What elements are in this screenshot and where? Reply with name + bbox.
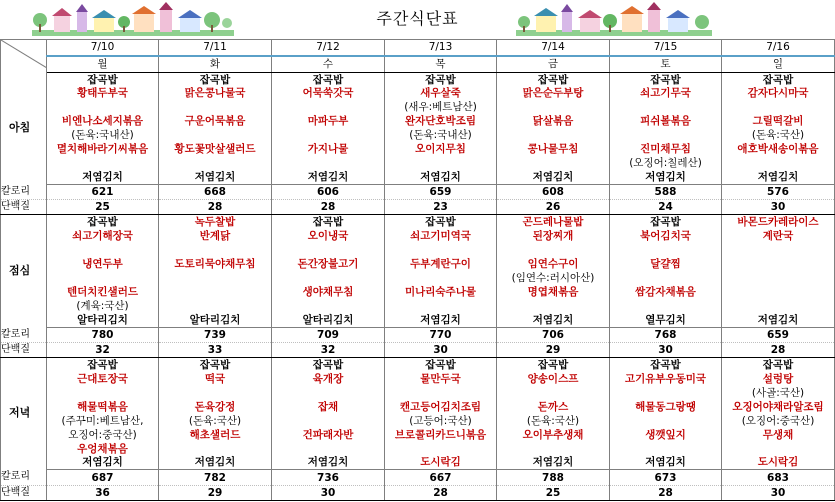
- lunch-menu-cell: [272, 271, 385, 285]
- protein-value: 28: [722, 342, 835, 357]
- lunch-menu-cell: [722, 243, 835, 257]
- breakfast-menu-cell: 저염김치: [722, 170, 835, 185]
- lunch-menu-cell: [385, 299, 497, 313]
- dinner-menu-cell: 잡채: [272, 400, 385, 414]
- breakfast-menu-cell: [722, 156, 835, 170]
- weekday-cell: 목: [385, 56, 497, 72]
- calorie-value: 606: [272, 185, 385, 200]
- dinner-menu-cell: [385, 386, 497, 400]
- breakfast-menu-cell: [47, 156, 159, 170]
- lunch-menu-cell: 도토리묵야채무침: [159, 257, 272, 271]
- breakfast-menu-cell: [385, 156, 497, 170]
- calorie-value: 667: [385, 470, 497, 485]
- breakfast-menu-cell: [722, 100, 835, 114]
- dinner-menu-cell: 돈까스: [497, 400, 610, 414]
- protein-value: 30: [272, 485, 385, 500]
- lunch-item-row: [1, 271, 835, 285]
- protein-value: 30: [722, 200, 835, 215]
- breakfast-menu-cell: 애호박새송이볶음: [722, 142, 835, 156]
- dinner-menu-cell: [272, 442, 385, 456]
- dinner-menu-cell: 돈육강정: [159, 400, 272, 414]
- dinner-menu-cell: [272, 386, 385, 400]
- dinner-menu-cell: 저염김치: [47, 455, 159, 470]
- calorie-value: 683: [722, 470, 835, 485]
- calorie-value: 659: [385, 185, 497, 200]
- lunch-menu-cell: 냉연두부: [47, 257, 159, 271]
- breakfast-menu-cell: 완자단호박조림: [385, 114, 497, 128]
- breakfast-item-row: [1, 100, 835, 114]
- protein-value: 36: [47, 485, 159, 500]
- lunch-menu-cell: [159, 299, 272, 313]
- breakfast-calories-row: [1, 185, 835, 200]
- dinner-menu-cell: 해초샐러드: [159, 428, 272, 442]
- lunch-menu-cell: 쇠고기미역국: [385, 229, 497, 243]
- date-cell: 7/13: [385, 40, 497, 56]
- dinner-item-row: [1, 386, 835, 400]
- date-row: [1, 40, 835, 56]
- breakfast-menu-cell: (돈육:국내산): [47, 128, 159, 142]
- dinner-menu-cell: 물만두국: [385, 372, 497, 386]
- protein-value: 25: [47, 200, 159, 215]
- lunch-menu-cell: 열무김치: [610, 313, 722, 328]
- protein-value: 28: [610, 485, 722, 500]
- lunch-menu-cell: [722, 285, 835, 299]
- breakfast-menu-cell: 콩나물무침: [497, 142, 610, 156]
- dinner-menu-cell: 해물떡볶음: [47, 400, 159, 414]
- calorie-label: 칼로리: [1, 185, 47, 200]
- breakfast-menu-cell: 잡곡밥: [722, 72, 835, 87]
- dinner-item-row: [1, 442, 835, 456]
- protein-value: 25: [497, 485, 610, 500]
- date-cell: 7/12: [272, 40, 385, 56]
- breakfast-menu-cell: [610, 100, 722, 114]
- dinner-menu-cell: [610, 386, 722, 400]
- dinner-menu-cell: 떡국: [159, 372, 272, 386]
- protein-value: 23: [385, 200, 497, 215]
- breakfast-menu-cell: 구운어묵볶음: [159, 114, 272, 128]
- dinner-menu-cell: 설렁탕: [722, 372, 835, 386]
- protein-value: 28: [159, 200, 272, 215]
- protein-value: 30: [610, 342, 722, 357]
- breakfast-menu-cell: 맑은순두부탕: [497, 87, 610, 101]
- dinner-menu-cell: 잡곡밥: [610, 357, 722, 372]
- lunch-menu-cell: 명엽채볶음: [497, 285, 610, 299]
- lunch-menu-cell: 돈간장불고기: [272, 257, 385, 271]
- lunch-menu-cell: [497, 299, 610, 313]
- lunch-menu-cell: 생야채무침: [272, 285, 385, 299]
- calorie-value: 659: [722, 327, 835, 342]
- diagonal-divider: [1, 40, 47, 68]
- calorie-label: 칼로리: [1, 470, 47, 485]
- dinner-menu-cell: [722, 442, 835, 456]
- weekly-menu-table: [0, 39, 835, 501]
- protein-label: 단백질: [1, 485, 47, 500]
- protein-value: 26: [497, 200, 610, 215]
- lunch-menu-cell: [610, 271, 722, 285]
- lunch-menu-cell: 쇠고기해장국: [47, 229, 159, 243]
- dinner-menu-cell: (사골:국산): [722, 386, 835, 400]
- lunch-menu-cell: 반계닭: [159, 229, 272, 243]
- dinner-label-text: 저녁: [9, 406, 31, 420]
- breakfast-menu-cell: [272, 100, 385, 114]
- village-illustration-right: [516, 2, 712, 36]
- lunch-menu-cell: 잡곡밥: [47, 215, 159, 230]
- lunch-menu-cell: 임연수구이: [497, 257, 610, 271]
- dinner-menu-cell: 양송이스프: [497, 372, 610, 386]
- calorie-value: 739: [159, 327, 272, 342]
- breakfast-menu-cell: 맑은콩나물국: [159, 87, 272, 101]
- lunch-menu-cell: 계란국: [722, 229, 835, 243]
- dinner-item-row: [1, 414, 835, 428]
- dinner-menu-cell: [610, 414, 722, 428]
- calorie-value: 709: [272, 327, 385, 342]
- protein-value: 28: [272, 200, 385, 215]
- date-cell: 7/10: [47, 40, 159, 56]
- lunch-menu-cell: 미나리숙주나물: [385, 285, 497, 299]
- weekday-cell: 월: [47, 56, 159, 72]
- date-cell: 7/14: [497, 40, 610, 56]
- calorie-value: 736: [272, 470, 385, 485]
- dinner-menu-cell: 잡곡밥: [385, 357, 497, 372]
- breakfast-menu-cell: [159, 100, 272, 114]
- lunch-label: [1, 215, 47, 328]
- calorie-value: 621: [47, 185, 159, 200]
- breakfast-item-row: [1, 72, 835, 87]
- breakfast-label: [1, 72, 47, 185]
- protein-value: 33: [159, 342, 272, 357]
- calorie-value: 668: [159, 185, 272, 200]
- lunch-label-text: 점심: [9, 263, 31, 277]
- breakfast-item-row: [1, 170, 835, 185]
- dinner-protein-row: [1, 485, 835, 500]
- breakfast-menu-cell: 잡곡밥: [47, 72, 159, 87]
- weekday-cell: 화: [159, 56, 272, 72]
- lunch-menu-cell: [47, 271, 159, 285]
- breakfast-menu-cell: [497, 128, 610, 142]
- dinner-menu-cell: 저염김치: [497, 455, 610, 470]
- breakfast-menu-cell: 진미채무침: [610, 142, 722, 156]
- weekday-cell: 금: [497, 56, 610, 72]
- breakfast-label-text: 아침: [9, 120, 31, 134]
- dinner-menu-cell: (오징어:중국산): [722, 414, 835, 428]
- lunch-item-row: [1, 257, 835, 271]
- protein-value: 29: [497, 342, 610, 357]
- lunch-menu-cell: 오이냉국: [272, 229, 385, 243]
- lunch-menu-cell: 된장찌개: [497, 229, 610, 243]
- breakfast-item-row: [1, 128, 835, 142]
- dinner-menu-cell: 오이부추생채: [497, 428, 610, 442]
- lunch-menu-cell: (계육:국산): [47, 299, 159, 313]
- breakfast-menu-cell: [497, 100, 610, 114]
- lunch-menu-cell: [47, 243, 159, 257]
- dinner-menu-cell: 고기유부우동미국: [610, 372, 722, 386]
- breakfast-menu-cell: 저염김치: [497, 170, 610, 185]
- breakfast-menu-cell: 오이지무침: [385, 142, 497, 156]
- breakfast-menu-cell: 잡곡밥: [272, 72, 385, 87]
- lunch-item-row: [1, 285, 835, 299]
- lunch-menu-cell: [385, 243, 497, 257]
- breakfast-menu-cell: 그릴떡갈비: [722, 114, 835, 128]
- breakfast-menu-cell: (오징어:칠레산): [610, 156, 722, 170]
- lunch-menu-cell: [722, 299, 835, 313]
- breakfast-item-row: [1, 156, 835, 170]
- breakfast-menu-cell: 저염김치: [385, 170, 497, 185]
- lunch-menu-cell: [497, 243, 610, 257]
- date-cell: 7/15: [610, 40, 722, 56]
- breakfast-menu-cell: 가지나물: [272, 142, 385, 156]
- breakfast-menu-cell: 잡곡밥: [385, 72, 497, 87]
- lunch-protein-row: [1, 342, 835, 357]
- lunch-menu-cell: 저염김치: [385, 313, 497, 328]
- dinner-menu-cell: 잡곡밥: [722, 357, 835, 372]
- breakfast-menu-cell: [159, 128, 272, 142]
- lunch-menu-cell: 알타리김치: [47, 313, 159, 328]
- lunch-item-row: [1, 243, 835, 257]
- breakfast-menu-cell: 감자다시마국: [722, 87, 835, 101]
- calorie-label: 칼로리: [1, 327, 47, 342]
- breakfast-menu-cell: 어묵쑥갓국: [272, 87, 385, 101]
- dinner-menu-cell: 오징어:중국산): [47, 428, 159, 442]
- weekday-cell: 수: [272, 56, 385, 72]
- lunch-menu-cell: [722, 257, 835, 271]
- dinner-menu-cell: [385, 442, 497, 456]
- lunch-menu-cell: 두부계란구이: [385, 257, 497, 271]
- dinner-menu-cell: 도시락김: [385, 455, 497, 470]
- breakfast-protein-row: [1, 200, 835, 215]
- lunch-menu-cell: 저염김치: [497, 313, 610, 328]
- calorie-value: 780: [47, 327, 159, 342]
- calorie-value: 706: [497, 327, 610, 342]
- lunch-item-row: [1, 313, 835, 328]
- protein-value: 30: [385, 342, 497, 357]
- lunch-menu-cell: 바몬드카레라이스: [722, 215, 835, 230]
- dinner-item-row: [1, 357, 835, 372]
- dinner-menu-cell: 육개장: [272, 372, 385, 386]
- dinner-menu-cell: [497, 386, 610, 400]
- dinner-item-row: [1, 400, 835, 414]
- calorie-value: 782: [159, 470, 272, 485]
- breakfast-menu-cell: 저염김치: [272, 170, 385, 185]
- protein-value: 32: [47, 342, 159, 357]
- dinner-menu-cell: [159, 442, 272, 456]
- dinner-label: [1, 357, 47, 470]
- protein-label: 단백질: [1, 200, 47, 215]
- breakfast-menu-cell: 황태두부국: [47, 87, 159, 101]
- lunch-menu-cell: 알타리김치: [159, 313, 272, 328]
- protein-value: 30: [722, 485, 835, 500]
- lunch-menu-cell: [159, 243, 272, 257]
- lunch-menu-cell: 쌈감자채볶음: [610, 285, 722, 299]
- lunch-calories-row: [1, 327, 835, 342]
- lunch-menu-cell: [272, 243, 385, 257]
- dinner-menu-cell: 잡곡밥: [159, 357, 272, 372]
- breakfast-menu-cell: [47, 100, 159, 114]
- breakfast-menu-cell: [272, 128, 385, 142]
- dinner-menu-cell: 저염김치: [159, 455, 272, 470]
- calorie-value: 608: [497, 185, 610, 200]
- dinner-menu-cell: 근대토장국: [47, 372, 159, 386]
- breakfast-menu-cell: 황도꽃맛살샐러드: [159, 142, 272, 156]
- date-cell: 7/16: [722, 40, 835, 56]
- lunch-menu-cell: 저염김치: [722, 313, 835, 328]
- dinner-menu-cell: 생깻잎지: [610, 428, 722, 442]
- page-title: 주간식단표: [376, 9, 459, 28]
- lunch-menu-cell: 잡곡밥: [272, 215, 385, 230]
- lunch-menu-cell: (임연수:러시아산): [497, 271, 610, 285]
- calorie-value: 588: [610, 185, 722, 200]
- calorie-value: 768: [610, 327, 722, 342]
- dinner-menu-cell: (돈육:국산): [159, 414, 272, 428]
- breakfast-menu-cell: 저염김치: [610, 170, 722, 185]
- dinner-menu-cell: 도시락김: [722, 455, 835, 470]
- calorie-value: 576: [722, 185, 835, 200]
- dinner-menu-cell: [497, 442, 610, 456]
- menu-table-body: [1, 40, 835, 501]
- breakfast-item-row: [1, 114, 835, 128]
- lunch-menu-cell: [385, 271, 497, 285]
- lunch-menu-cell: 잡곡밥: [610, 215, 722, 230]
- dinner-menu-cell: 오징어야채라알조림: [722, 400, 835, 414]
- lunch-menu-cell: [610, 299, 722, 313]
- dinner-menu-cell: 무생채: [722, 428, 835, 442]
- breakfast-menu-cell: 마파두부: [272, 114, 385, 128]
- lunch-menu-cell: [610, 243, 722, 257]
- lunch-menu-cell: 달걀찜: [610, 257, 722, 271]
- dinner-menu-cell: (돈육:국산): [497, 414, 610, 428]
- dinner-menu-cell: 우엉채볶음: [47, 442, 159, 456]
- dinner-menu-cell: 건파래자반: [272, 428, 385, 442]
- calorie-value: 770: [385, 327, 497, 342]
- breakfast-menu-cell: 잡곡밥: [610, 72, 722, 87]
- lunch-item-row: [1, 215, 835, 230]
- dinner-menu-cell: [159, 386, 272, 400]
- protein-value: 29: [159, 485, 272, 500]
- date-cell: 7/11: [159, 40, 272, 56]
- dinner-menu-cell: 브로콜리카드니볶음: [385, 428, 497, 442]
- calorie-value: 673: [610, 470, 722, 485]
- breakfast-menu-cell: 잡곡밥: [159, 72, 272, 87]
- lunch-menu-cell: 잡곡밥: [385, 215, 497, 230]
- dinner-menu-cell: 잡곡밥: [272, 357, 385, 372]
- corner-cell: [1, 40, 47, 73]
- dinner-menu-cell: 잡곡밥: [497, 357, 610, 372]
- lunch-menu-cell: [159, 271, 272, 285]
- breakfast-menu-cell: 쇠고기무국: [610, 87, 722, 101]
- breakfast-menu-cell: (돈육:국내산): [385, 128, 497, 142]
- dinner-menu-cell: 해물동그랑땡: [610, 400, 722, 414]
- breakfast-menu-cell: 저염김치: [159, 170, 272, 185]
- dinner-menu-cell: [272, 414, 385, 428]
- dinner-item-row: [1, 372, 835, 386]
- breakfast-menu-cell: [610, 128, 722, 142]
- breakfast-menu-cell: 닭살볶음: [497, 114, 610, 128]
- lunch-menu-cell: 북어김치국: [610, 229, 722, 243]
- dinner-menu-cell: [610, 442, 722, 456]
- lunch-menu-cell: 텐더치킨샐러드: [47, 285, 159, 299]
- breakfast-item-row: [1, 87, 835, 101]
- lunch-menu-cell: 곤드레나물밥: [497, 215, 610, 230]
- dinner-item-row: [1, 428, 835, 442]
- breakfast-menu-cell: [272, 156, 385, 170]
- lunch-menu-cell: 알타리김치: [272, 313, 385, 328]
- breakfast-menu-cell: 피쉬볼볶음: [610, 114, 722, 128]
- weekday-cell: 토: [610, 56, 722, 72]
- breakfast-menu-cell: 새우살죽: [385, 87, 497, 101]
- lunch-menu-cell: [272, 299, 385, 313]
- dinner-item-row: [1, 455, 835, 470]
- calorie-value: 687: [47, 470, 159, 485]
- weekday-cell: 일: [722, 56, 835, 72]
- dinner-calories-row: [1, 470, 835, 485]
- breakfast-menu-cell: (돈육:국산): [722, 128, 835, 142]
- village-illustration-left: [32, 2, 234, 36]
- protein-value: 24: [610, 200, 722, 215]
- dinner-menu-cell: 저염김치: [272, 455, 385, 470]
- breakfast-menu-cell: 멸치해바라기씨볶음: [47, 142, 159, 156]
- protein-label: 단백질: [1, 342, 47, 357]
- protein-value: 32: [272, 342, 385, 357]
- lunch-item-row: [1, 299, 835, 313]
- dinner-menu-cell: 캔고등어김치조림: [385, 400, 497, 414]
- breakfast-menu-cell: 저염김치: [47, 170, 159, 185]
- breakfast-menu-cell: 잡곡밥: [497, 72, 610, 87]
- lunch-menu-cell: [159, 285, 272, 299]
- breakfast-menu-cell: 비엔나소세지볶음: [47, 114, 159, 128]
- dinner-menu-cell: (주꾸미:베트남산,: [47, 414, 159, 428]
- dinner-menu-cell: 잡곡밥: [47, 357, 159, 372]
- breakfast-menu-cell: [497, 156, 610, 170]
- lunch-menu-cell: [722, 271, 835, 285]
- dinner-menu-cell: [47, 386, 159, 400]
- header-banner: [0, 0, 835, 40]
- protein-value: 28: [385, 485, 497, 500]
- dinner-menu-cell: 저염김치: [610, 455, 722, 470]
- lunch-item-row: [1, 229, 835, 243]
- breakfast-item-row: [1, 142, 835, 156]
- breakfast-menu-cell: (새우:베트남산): [385, 100, 497, 114]
- calorie-value: 788: [497, 470, 610, 485]
- weekday-row: [1, 56, 835, 72]
- breakfast-menu-cell: [159, 156, 272, 170]
- dinner-menu-cell: (고등어:국산): [385, 414, 497, 428]
- lunch-menu-cell: 녹두찰밥: [159, 215, 272, 230]
